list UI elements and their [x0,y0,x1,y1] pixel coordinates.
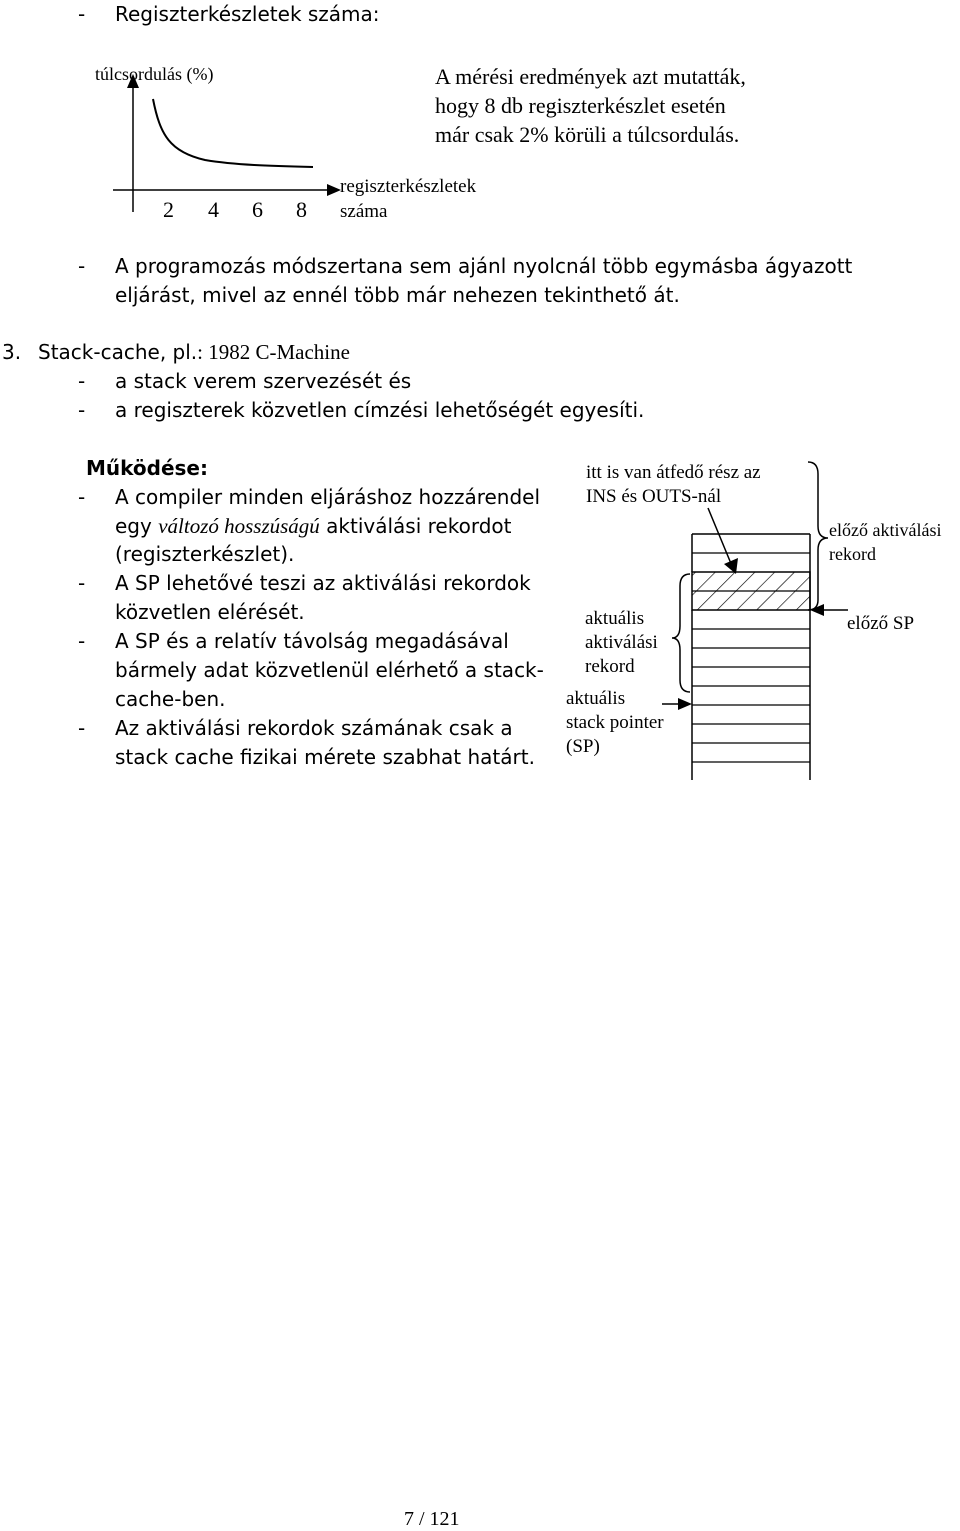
measurement-note-line3: már csak 2% körüli a túlcsordulás. [435,122,740,147]
current-record-label-line3: rekord [585,656,635,677]
previous-record-brace [808,462,828,610]
current-sp-arrowhead [678,698,692,710]
operation-b1-line2-italic: változó hosszúságú [158,514,320,538]
graph-tick-6: 6 [252,197,263,222]
current-record-label-line1: aktuális [585,608,645,629]
operation-b4-line1: Az aktiválási rekordok számának csak a [115,716,513,740]
programming-bullet-line1: A programozás módszertana sem ajánl nyolcnál több egymásba ágyazott [115,254,853,278]
previous-record-label-line2: rekord [829,544,876,564]
operation-b1-line2-pre: egy [115,514,159,538]
graph-tick-4: 4 [208,197,219,222]
operation-dash: - [78,629,86,653]
current-record-brace [672,574,690,692]
top-bullet-text: Regiszterkészletek száma: [115,2,380,26]
operation-b1-line3: (regiszterkészlet). [115,542,295,566]
overlap-label-line1: itt is van átfedő rész az [586,462,761,483]
operation-title: Működése: [86,456,208,480]
section3-item-1: a stack verem szervezését és [115,369,412,393]
section3-item-2: a regiszterek közvetlen címzési lehetőségét egyesíti. [115,398,645,422]
operation-b4-line2: stack cache fizikai mérete szabhat határt. [115,745,535,769]
section3-item-dash: - [78,398,86,422]
graph-y-label: túlcsordulás (%) [95,64,214,84]
current-sp-label-line2: stack pointer [566,712,664,733]
graph-tick-8: 8 [296,197,307,222]
overlap-arrow [708,508,732,566]
operation-b1-line1: A compiler minden eljáráshoz hozzárendel [115,485,541,509]
programming-bullet-line2: eljárást, mivel az ennél több már nehezen tekinthető át. [115,283,680,307]
operation-b1-line2-post: aktiválási rekordot [319,514,512,538]
operation-b2-line1: A SP lehetővé teszi az aktiválási rekordok [115,571,531,595]
measurement-note-line2: hogy 8 db regiszterkészlet esetén [435,93,726,118]
current-record-label-line2: aktiválási [585,632,658,653]
graph-tick-2: 2 [163,197,174,222]
operation-b3-line1: A SP és a relatív távolság megadásával [115,629,509,653]
current-record-column [692,610,810,780]
previous-sp-label: előző SP [847,613,915,634]
section3-number: 3. [2,340,22,364]
operation-dash: - [78,485,86,509]
current-sp-label-line1: aktuális [566,688,626,709]
overlap-label-line2: INS és OUTS-nál [586,486,722,507]
section3-heading-plain: Stack-cache, pl. [38,340,198,364]
graph-x-label-line1: regiszterkészletek [340,176,477,197]
operation-b3-line2: bármely adat közvetlenül elérhető a stack- [115,658,544,682]
current-sp-label-line3: (SP) [566,736,600,757]
page-number: 7 / 121 [404,1508,460,1530]
operation-b3-line3: cache-ben. [115,687,226,711]
operation-dash: - [78,571,86,595]
previous-record-label-line1: előző aktiválási [829,520,942,540]
graph-x-label-line2: száma [340,201,388,222]
section3-heading-rest: : 1982 C-Machine [197,340,350,364]
section3-item-dash: - [78,369,86,393]
measurement-note-line1: A mérési eredmények azt mutatták, [435,64,746,89]
top-bullet-dash: - [78,2,86,26]
operation-b2-line2: közvetlen elérését. [115,600,305,624]
programming-bullet-dash: - [78,254,86,278]
operation-dash: - [78,716,86,740]
